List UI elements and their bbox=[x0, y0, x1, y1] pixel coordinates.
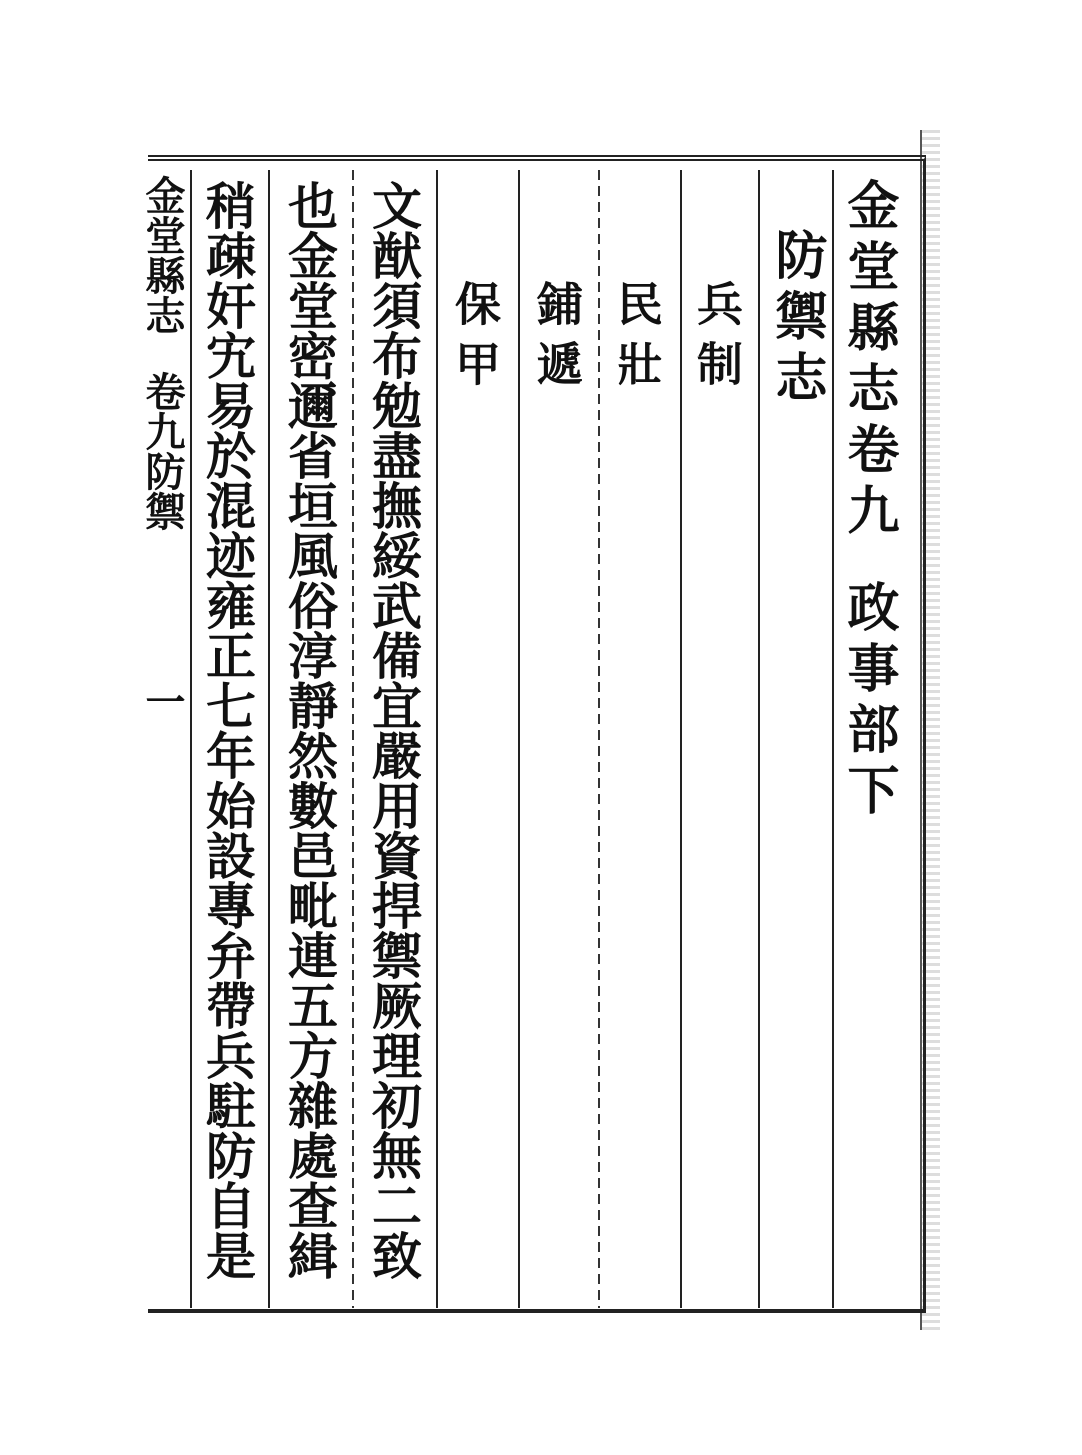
margin-column bbox=[139, 175, 186, 721]
column-rule bbox=[436, 170, 438, 1308]
margin-volume: 卷九 bbox=[139, 371, 186, 451]
column-rule bbox=[680, 170, 682, 1308]
column-rule bbox=[190, 170, 192, 1308]
margin-title: 金堂縣志 bbox=[139, 175, 186, 335]
column-rule bbox=[268, 170, 270, 1308]
book-title: 金堂縣志卷九 bbox=[838, 178, 899, 544]
book-title-column bbox=[838, 178, 899, 824]
body-line-1: 文猷須布勉盡撫綏武備宜嚴用資捍禦厥理初無二致 bbox=[364, 180, 423, 1280]
chapter-title: 防禦志 bbox=[766, 228, 827, 411]
column-rule bbox=[832, 170, 834, 1308]
column-rule bbox=[758, 170, 760, 1308]
subheading-baojia: 保甲 bbox=[448, 280, 502, 400]
page-number: 一 bbox=[139, 681, 186, 721]
margin-section: 防禦 bbox=[139, 451, 186, 531]
subheading-pudi: 鋪遞 bbox=[530, 280, 584, 400]
body-line-3: 稍疎奸宄易於混迹雍正七年始設專弁帶兵駐防自是 bbox=[198, 180, 257, 1280]
column-rule bbox=[598, 170, 600, 1308]
section-title: 政事部下 bbox=[838, 580, 899, 824]
subheading-minzhuang: 民壯 bbox=[610, 280, 664, 400]
body-line-2: 也金堂密邇省垣風俗淳靜然數邑毗連五方雜處查緝 bbox=[280, 180, 339, 1280]
column-rule bbox=[352, 170, 354, 1308]
column-rule bbox=[518, 170, 520, 1308]
subheading-bingzhi: 兵制 bbox=[690, 280, 744, 400]
